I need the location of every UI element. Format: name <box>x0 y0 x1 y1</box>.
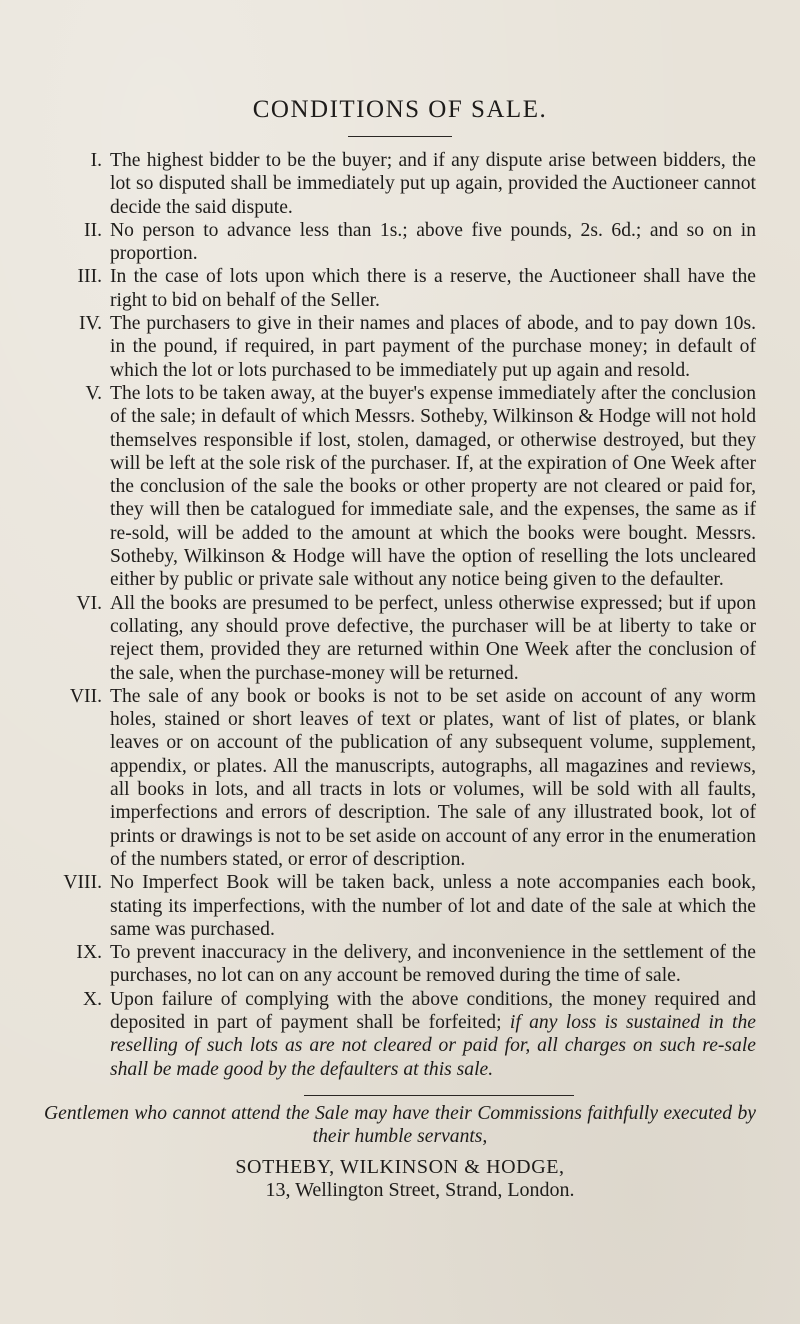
page-title: CONDITIONS OF SALE. <box>252 96 548 123</box>
condition-text <box>110 988 756 1081</box>
condition-text: In the case of lots upon which there is a reserve, the Auctioneer shall have the right to bid on behalf of the Seller. <box>110 266 756 311</box>
firm-address: 13, Wellington Street, Strand, London. <box>265 1179 575 1202</box>
condition-numeral: II. <box>84 219 102 241</box>
condition-numeral: IX. <box>76 942 102 964</box>
condition-numeral: VI. <box>76 592 102 614</box>
condition-text: The highest bidder to be the buyer; and if any dispute arise between bidders, the lot so disputed shall be immediately put up again, provided the Auctioneer cannot decide the said dispute. <box>110 150 756 218</box>
closing-divider <box>304 1095 574 1096</box>
condition-text: No Imperfect Book will be taken back, unless a note accompanies each book, stating its imperfections, with the number of lot and date of the sale at which the same was purchased. <box>110 872 756 940</box>
condition-text: The purchasers to give in their names and places of abode, and to pay down 10s. in the pound, if required, in part payment of the purchase money; in default of which the lot or lots purchased to be immediately put up again and resold. <box>110 313 756 381</box>
condition-text-italic: if any loss is sustained in the reselling of such lots as are not cleared or paid for, all charges on such re-sale shall be made good by the defaulters at this sale. <box>110 1011 756 1080</box>
condition-numeral: I. <box>90 150 102 171</box>
condition-10 <box>44 988 756 1081</box>
closing-note: Gentlemen who cannot attend the Sale may have their Commissions faithfully executed by their humble servants, <box>44 1102 756 1148</box>
condition-text: All the books are presumed to be perfect, unless otherwise expressed; but if upon collating, any should prove defective, the purchaser will be at liberty to take or reject them, provided they are returned within One Week after the conclusion of the sale, when the purchase-money will be returned. <box>110 592 756 684</box>
condition-text: The lots to be taken away, at the buyer's expense immediately after the conclusion of the sale; in default of which Messrs. Sotheby, Wilkinson & Hodge will not hold themselves responsible if lost, stolen, damaged, or otherwise destroyed, but they will be left at the sole risk of the purchaser. If, at the expiration of One Week after the conclusion of the sale the books or other property are not cleared or paid for, they will then be catalogued for immediate sale, and the expenses, the same as if re-sold, will be added to the amount at which the books were bought. Messrs. Sotheby, Wilkinson & Hodge will have the option of reselling the lots uncleared either by public or private sale without any notice being given to the defaulter. <box>110 382 756 591</box>
title-underline <box>348 136 452 137</box>
condition-6 <box>44 592 756 685</box>
condition-numeral: VIII. <box>63 872 102 894</box>
condition-numeral: III. <box>77 266 102 288</box>
condition-text: To prevent inaccuracy in the delivery, and inconvenience in the settlement of the purchases, no lot can on any account be removed during the time of sale. <box>110 942 756 987</box>
firm-name: SOTHEBY, WILKINSON & HODGE, <box>235 1156 565 1179</box>
condition-text-roman: Upon failure of complying with the above conditions, the money required and deposited in part of payment shall be forfeited; <box>110 988 756 1033</box>
condition-1 <box>44 149 756 219</box>
condition-7 <box>44 685 756 871</box>
condition-4 <box>44 312 756 382</box>
condition-3 <box>44 265 756 312</box>
condition-numeral: X. <box>82 988 102 1010</box>
condition-text: The sale of any book or books is not to be set aside on account of any worm holes, stained or short leaves of text or plates, want of list of plates, or blank leaves or on account of the publication of any subsequent volume, supplement, appendix, or plates. All the manuscripts, autographs, all magazines and reviews, all books in lots, and all tracts in lots or volumes, will be sold with all faults, imperfections and errors of description. The sale of any illustrated book, lot of prints or drawings is not to be set aside on account of any error in the enumeration of the numbers stated, or error of description. <box>110 685 756 870</box>
condition-numeral: V. <box>85 382 102 404</box>
condition-9 <box>44 941 756 988</box>
conditions-list <box>44 149 756 1081</box>
condition-numeral: IV. <box>78 313 102 335</box>
condition-2 <box>44 219 756 266</box>
condition-numeral: VII. <box>69 685 102 707</box>
condition-8 <box>44 871 756 941</box>
condition-text: No person to advance less than 1s.; above five pounds, 2s. 6d.; and so on in proportion. <box>110 219 756 265</box>
condition-5 <box>44 382 756 592</box>
